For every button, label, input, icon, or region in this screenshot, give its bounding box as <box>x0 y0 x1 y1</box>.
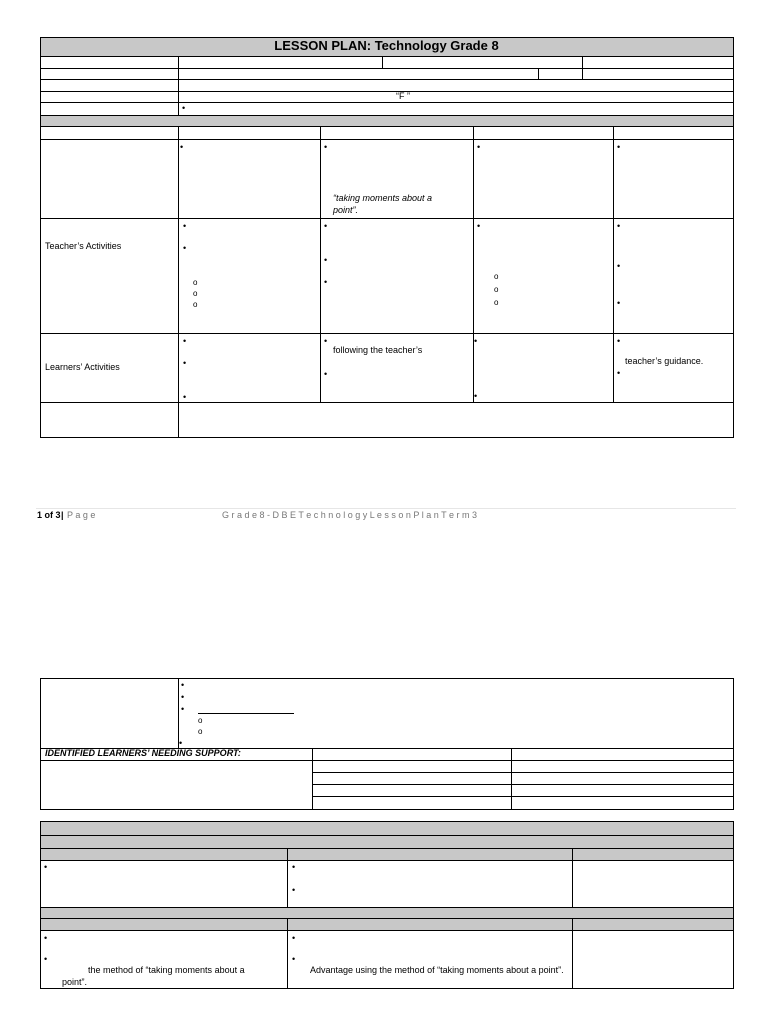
col-divider <box>312 748 313 810</box>
col-divider <box>613 126 614 402</box>
sub-bullet: o <box>198 727 203 736</box>
row-divider <box>40 333 733 334</box>
bullet: • <box>44 933 48 943</box>
bullet: • <box>44 862 48 872</box>
col-divider <box>320 126 321 402</box>
bullet: • <box>183 358 187 368</box>
row-divider <box>40 402 733 403</box>
bullet: • <box>183 336 187 346</box>
row-divider <box>40 218 733 219</box>
bullet: • <box>324 255 328 265</box>
bullet: • <box>183 221 187 231</box>
advantage-text: Advantage using the method of “taking moments about a point”. <box>310 965 564 975</box>
bullet: • <box>181 680 185 690</box>
row-divider <box>40 918 733 919</box>
row-divider <box>40 68 733 69</box>
bullet: • <box>183 392 187 402</box>
support-heading: IDENTIFIED LEARNERS’ NEEDING SUPPORT: <box>45 748 241 758</box>
bullet: • <box>292 862 296 872</box>
bullet: • <box>477 221 481 231</box>
bullet: • <box>44 954 48 964</box>
bullet: • <box>181 704 185 714</box>
row-divider <box>40 139 733 140</box>
bullet: • <box>324 142 328 152</box>
bullet: • <box>180 142 184 152</box>
bullet: • <box>617 336 621 346</box>
footer-doc-title: G r a d e 8 - D B E T e c h n o l o g y L e s s o n P l a n T e r m 3 <box>222 510 477 520</box>
page-number: 1 of 3 <box>37 510 61 520</box>
quote-fragment: “F ” <box>396 91 410 101</box>
sub-bullet: o <box>494 298 499 307</box>
col-divider <box>382 56 383 68</box>
learner-activities-label: Learners’ Activities <box>45 362 120 372</box>
sub-bullet: o <box>193 300 198 309</box>
row-divider <box>40 56 733 57</box>
col-divider <box>287 918 288 989</box>
sub-bullet: o <box>193 289 198 298</box>
col-divider <box>473 126 474 402</box>
row-divider <box>40 835 733 836</box>
row-divider <box>40 115 733 116</box>
bullet: • <box>617 221 621 231</box>
bullet: • <box>179 738 183 748</box>
page-word: P a g e <box>67 510 96 520</box>
bullet: • <box>617 142 621 152</box>
row-divider <box>40 848 733 849</box>
row-divider <box>312 772 733 773</box>
row-divider <box>40 930 733 931</box>
row-divider <box>40 860 733 861</box>
bullet: • <box>617 298 621 308</box>
col-divider <box>572 848 573 907</box>
bullet: • <box>182 103 186 113</box>
sub-bullet: o <box>193 278 198 287</box>
page-separator: | <box>61 510 64 520</box>
bullet: • <box>292 885 296 895</box>
footer-rule <box>36 508 736 509</box>
row-divider <box>40 907 733 908</box>
sub-bullet: o <box>494 272 499 281</box>
bullet: • <box>324 369 328 379</box>
bullet: • <box>474 391 478 401</box>
bullet: • <box>324 221 328 231</box>
col-divider <box>538 68 539 79</box>
row-divider <box>40 760 733 761</box>
row-divider <box>40 126 733 127</box>
col-divider <box>287 848 288 907</box>
lesson-plan-table <box>40 37 734 438</box>
bullet: • <box>324 336 328 346</box>
bullet: • <box>183 243 187 253</box>
moment-method-text: the method of “taking moments about a point”. <box>62 965 245 987</box>
learners-col2-text: following the teacher’s <box>333 345 423 355</box>
bullet: • <box>617 261 621 271</box>
bullet: • <box>181 692 185 702</box>
bullet: • <box>292 954 296 964</box>
bullet: • <box>324 277 328 287</box>
row-divider <box>40 79 733 80</box>
blank-line <box>198 713 294 714</box>
moment-cell-text: “taking moments about a point”. <box>333 193 433 215</box>
bullet: • <box>617 368 621 378</box>
page-title: LESSON PLAN: Technology Grade 8 <box>274 38 499 53</box>
learners-col4-text: teacher’s guidance. <box>625 356 704 366</box>
bullet: • <box>474 336 478 346</box>
col-divider <box>572 918 573 989</box>
row-divider <box>312 796 733 797</box>
col-divider <box>178 56 179 115</box>
teacher-activities-label: Teacher’s Activities <box>45 241 122 251</box>
assessment-table <box>40 678 734 810</box>
bullet: • <box>292 933 296 943</box>
col-divider <box>511 748 512 810</box>
sub-bullet: o <box>198 716 203 725</box>
row-divider <box>40 91 733 92</box>
row-divider <box>40 102 733 103</box>
row-divider <box>312 784 733 785</box>
bullet: • <box>477 142 481 152</box>
col-divider <box>582 56 583 79</box>
sub-bullet: o <box>494 285 499 294</box>
col-divider <box>178 126 179 438</box>
